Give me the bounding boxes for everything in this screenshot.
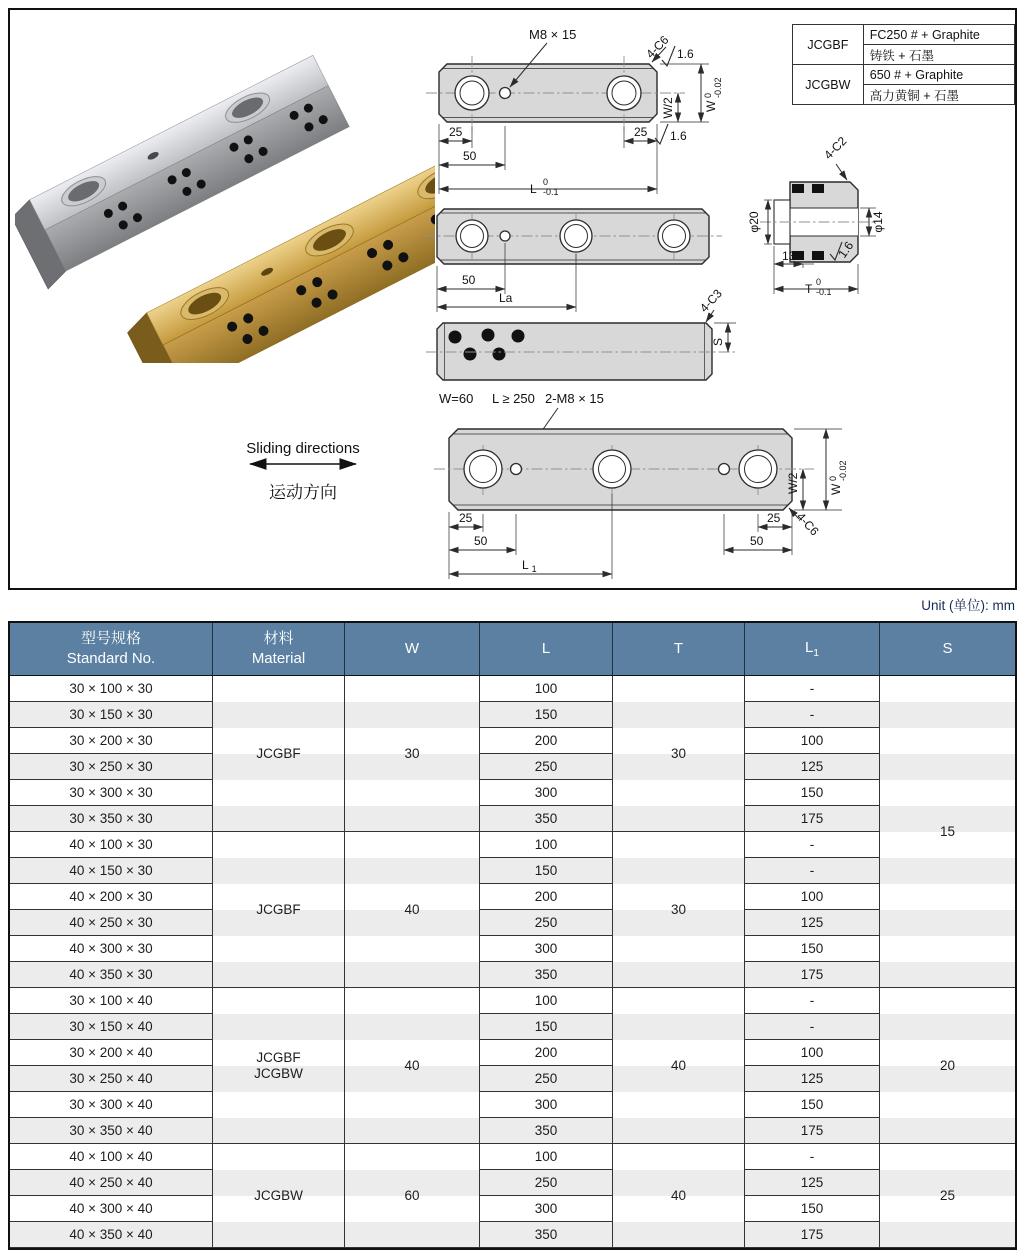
dim-w-half: W/2	[786, 472, 800, 494]
material-cell: JCGBW	[213, 1144, 345, 1248]
l-cell: 300	[480, 780, 613, 806]
spec-row	[10, 1092, 1015, 1118]
dim-L1: L	[522, 558, 529, 572]
l1-cell: -	[745, 832, 880, 858]
spec-row	[10, 1118, 1015, 1144]
standard-no-cell: 30 × 300 × 30	[10, 780, 213, 806]
l-cell: 150	[480, 1014, 613, 1040]
material-code: JCGBF	[793, 25, 864, 65]
col-header-l: L	[480, 623, 613, 676]
sliding-directions-zh: 运动方向	[269, 483, 337, 502]
spec-row	[10, 806, 1015, 832]
l-cell: 300	[480, 1092, 613, 1118]
col-header-t: T	[613, 623, 745, 676]
standard-no-cell: 40 × 300 × 40	[10, 1196, 213, 1222]
l1-cell: 100	[745, 1040, 880, 1066]
standard-no-cell: 30 × 100 × 30	[10, 676, 213, 702]
dim-W: W	[704, 100, 718, 112]
drawings-panel	[8, 8, 1017, 590]
spec-row	[10, 962, 1015, 988]
dim-dia20: φ20	[747, 211, 761, 233]
l-cell: 100	[480, 1144, 613, 1170]
standard-no-cell: 30 × 100 × 40	[10, 988, 213, 1014]
t-cell: 40	[613, 988, 745, 1144]
l-cell: 200	[480, 884, 613, 910]
standard-no-cell: 40 × 100 × 40	[10, 1144, 213, 1170]
standard-no-cell: 40 × 250 × 30	[10, 910, 213, 936]
l1-cell: 150	[745, 1092, 880, 1118]
l1-cell: 150	[745, 936, 880, 962]
standard-no-cell: 30 × 300 × 40	[10, 1092, 213, 1118]
spec-row	[10, 1014, 1015, 1040]
dim-w-half: W/2	[661, 97, 675, 119]
s-cell: 20	[880, 988, 1015, 1144]
l1-cell: -	[745, 1014, 880, 1040]
spec-row	[10, 988, 1015, 1014]
spec-row	[10, 884, 1015, 910]
l1-cell: 100	[745, 728, 880, 754]
finish-callout: 1.6	[670, 129, 687, 143]
col-header-standard-no: 型号规格 Standard No.	[10, 623, 213, 676]
drawing-top-view-long	[434, 429, 848, 579]
l-cell: 150	[480, 858, 613, 884]
w-cell: 60	[345, 1144, 480, 1248]
chamfer-callout: 4-C6	[793, 509, 822, 539]
l-cell: 300	[480, 1196, 613, 1222]
l-cell: 250	[480, 1170, 613, 1196]
l-cell: 350	[480, 1118, 613, 1144]
unit-note: Unit (单位): mm	[921, 598, 1015, 613]
l-cell: 250	[480, 1066, 613, 1092]
t-cell: 40	[613, 1144, 745, 1248]
double-arrow-icon	[238, 457, 368, 471]
chamfer-callout: 4-C3	[696, 286, 725, 316]
t-cell: 30	[613, 676, 745, 832]
w-cell: 30	[345, 676, 480, 832]
finish-callout: 1.6	[677, 47, 694, 61]
col-header-l1: $L_1$	[745, 623, 880, 676]
l-cell: 150	[480, 702, 613, 728]
col-header-s: S	[880, 623, 1015, 676]
spec-row	[10, 858, 1015, 884]
standard-no-cell: 40 × 200 × 30	[10, 884, 213, 910]
w-cell: 40	[345, 988, 480, 1144]
l1-cell: 175	[745, 1118, 880, 1144]
t-cell: 30	[613, 832, 745, 988]
material-cell: JCGBF	[213, 676, 345, 832]
standard-no-cell: 30 × 150 × 40	[10, 1014, 213, 1040]
standard-no-cell: 30 × 200 × 40	[10, 1040, 213, 1066]
size-note: W=60 L ≥ 250	[439, 391, 535, 406]
sliding-directions	[228, 440, 378, 503]
l-cell: 200	[480, 728, 613, 754]
dim-T: T	[805, 282, 813, 296]
spec-row	[10, 1170, 1015, 1196]
spec-row	[10, 780, 1015, 806]
l1-cell: -	[745, 1144, 880, 1170]
l1-cell: 150	[745, 1196, 880, 1222]
chamfer-callout: 4-C6	[643, 32, 672, 62]
dim-50: 50	[750, 534, 764, 548]
spec-row	[10, 910, 1015, 936]
l1-cell: 125	[745, 910, 880, 936]
standard-no-cell: 30 × 350 × 30	[10, 806, 213, 832]
standard-no-cell: 40 × 150 × 30	[10, 858, 213, 884]
material-code: JCGBW	[793, 65, 864, 105]
standard-no-cell: 30 × 150 × 30	[10, 702, 213, 728]
material-desc-en: 650 # + Graphite	[863, 65, 1014, 85]
dim-25: 25	[459, 511, 473, 525]
l1-cell: -	[745, 676, 880, 702]
l1-cell: 175	[745, 1222, 880, 1248]
thread-callout-2: 2-M8 × 15	[545, 391, 604, 406]
spec-header-row	[10, 623, 1015, 676]
svg-text:W 0 -0.02: W 0 -0.02	[828, 460, 848, 495]
standard-no-cell: 40 × 100 × 30	[10, 832, 213, 858]
dim-25: 25	[767, 511, 781, 525]
thread-callout: M8 × 15	[529, 27, 577, 42]
dim-S: S	[711, 337, 725, 347]
col-header-material: 材料 Material	[213, 623, 345, 676]
material-legend	[792, 24, 1015, 105]
w-cell: 40	[345, 832, 480, 988]
l1-cell: 150	[745, 780, 880, 806]
svg-text:W 0 -0.02: W 0 -0.02	[703, 77, 723, 112]
drawing-cross-section	[747, 134, 885, 297]
l-cell: 250	[480, 754, 613, 780]
material-desc-zh: 高力黄铜 + 石墨	[863, 85, 1014, 105]
standard-no-cell: 40 × 250 × 40	[10, 1170, 213, 1196]
svg-text:L 0 -0.1: L 0 -0.1	[530, 177, 559, 197]
dim-13: 13	[782, 249, 796, 263]
spec-row	[10, 1040, 1015, 1066]
s-cell: 15	[880, 676, 1015, 988]
finish-callout: 1.6	[835, 238, 857, 261]
material-cell: JCGBF JCGBW	[213, 988, 345, 1144]
l-cell: 100	[480, 832, 613, 858]
l-cell: 350	[480, 962, 613, 988]
l1-cell: -	[745, 858, 880, 884]
material-cell: JCGBF	[213, 832, 345, 988]
spec-row	[10, 676, 1015, 702]
standard-no-cell: 30 × 350 × 40	[10, 1118, 213, 1144]
spec-row	[10, 754, 1015, 780]
l-cell: 350	[480, 1222, 613, 1248]
l1-cell: 100	[745, 884, 880, 910]
dim-W: W	[829, 483, 843, 495]
standard-no-cell: 40 × 300 × 30	[10, 936, 213, 962]
spec-table-body	[10, 676, 1015, 1248]
spec-row	[10, 702, 1015, 728]
l-cell: 250	[480, 910, 613, 936]
drawing-top-view-3hole	[424, 209, 722, 312]
spec-row	[10, 1222, 1015, 1248]
standard-no-cell: 30 × 250 × 40	[10, 1066, 213, 1092]
material-desc-en: FC250 # + Graphite	[863, 25, 1014, 45]
l1-cell: 125	[745, 1170, 880, 1196]
sliding-directions-en: Sliding directions	[246, 440, 360, 457]
svg-text:L 1: L $_1$	[522, 558, 537, 574]
l1-cell: 125	[745, 754, 880, 780]
spec-table	[8, 621, 1017, 1250]
spec-row	[10, 1066, 1015, 1092]
spec-row	[10, 936, 1015, 962]
l1-cell: 175	[745, 806, 880, 832]
l1-cell: -	[745, 702, 880, 728]
standard-no-cell: 40 × 350 × 40	[10, 1222, 213, 1248]
drawing-side-view	[426, 286, 736, 380]
dim-50: 50	[463, 149, 477, 163]
product-photo	[15, 18, 435, 363]
col-header-w: W	[345, 623, 480, 676]
drawing-top-view-2hole	[426, 27, 723, 197]
s-cell: 25	[880, 1144, 1015, 1248]
spec-row	[10, 832, 1015, 858]
dim-25: 25	[634, 125, 648, 139]
standard-no-cell: 30 × 250 × 30	[10, 754, 213, 780]
l-cell: 200	[480, 1040, 613, 1066]
spec-row	[10, 728, 1015, 754]
dim-50: 50	[474, 534, 488, 548]
material-desc-zh: 铸铁 + 石墨	[863, 45, 1014, 65]
spec-row	[10, 1196, 1015, 1222]
dim-L: L	[530, 182, 537, 196]
l-cell: 300	[480, 936, 613, 962]
dim-dia14: φ14	[871, 211, 885, 233]
l-cell: 350	[480, 806, 613, 832]
standard-no-cell: 40 × 350 × 30	[10, 962, 213, 988]
l-cell: 100	[480, 676, 613, 702]
dim-50: 50	[462, 273, 476, 287]
l1-cell: -	[745, 988, 880, 1014]
dim-25: 25	[449, 125, 463, 139]
chamfer-callout: 4-C2	[821, 133, 850, 163]
l-cell: 100	[480, 988, 613, 1014]
l1-cell: 175	[745, 962, 880, 988]
standard-no-cell: 30 × 200 × 30	[10, 728, 213, 754]
dim-La: La	[499, 291, 513, 305]
l1-cell: 125	[745, 1066, 880, 1092]
spec-row	[10, 1144, 1015, 1170]
svg-text:T 0 -0.1: T 0 -0.1	[805, 277, 832, 297]
